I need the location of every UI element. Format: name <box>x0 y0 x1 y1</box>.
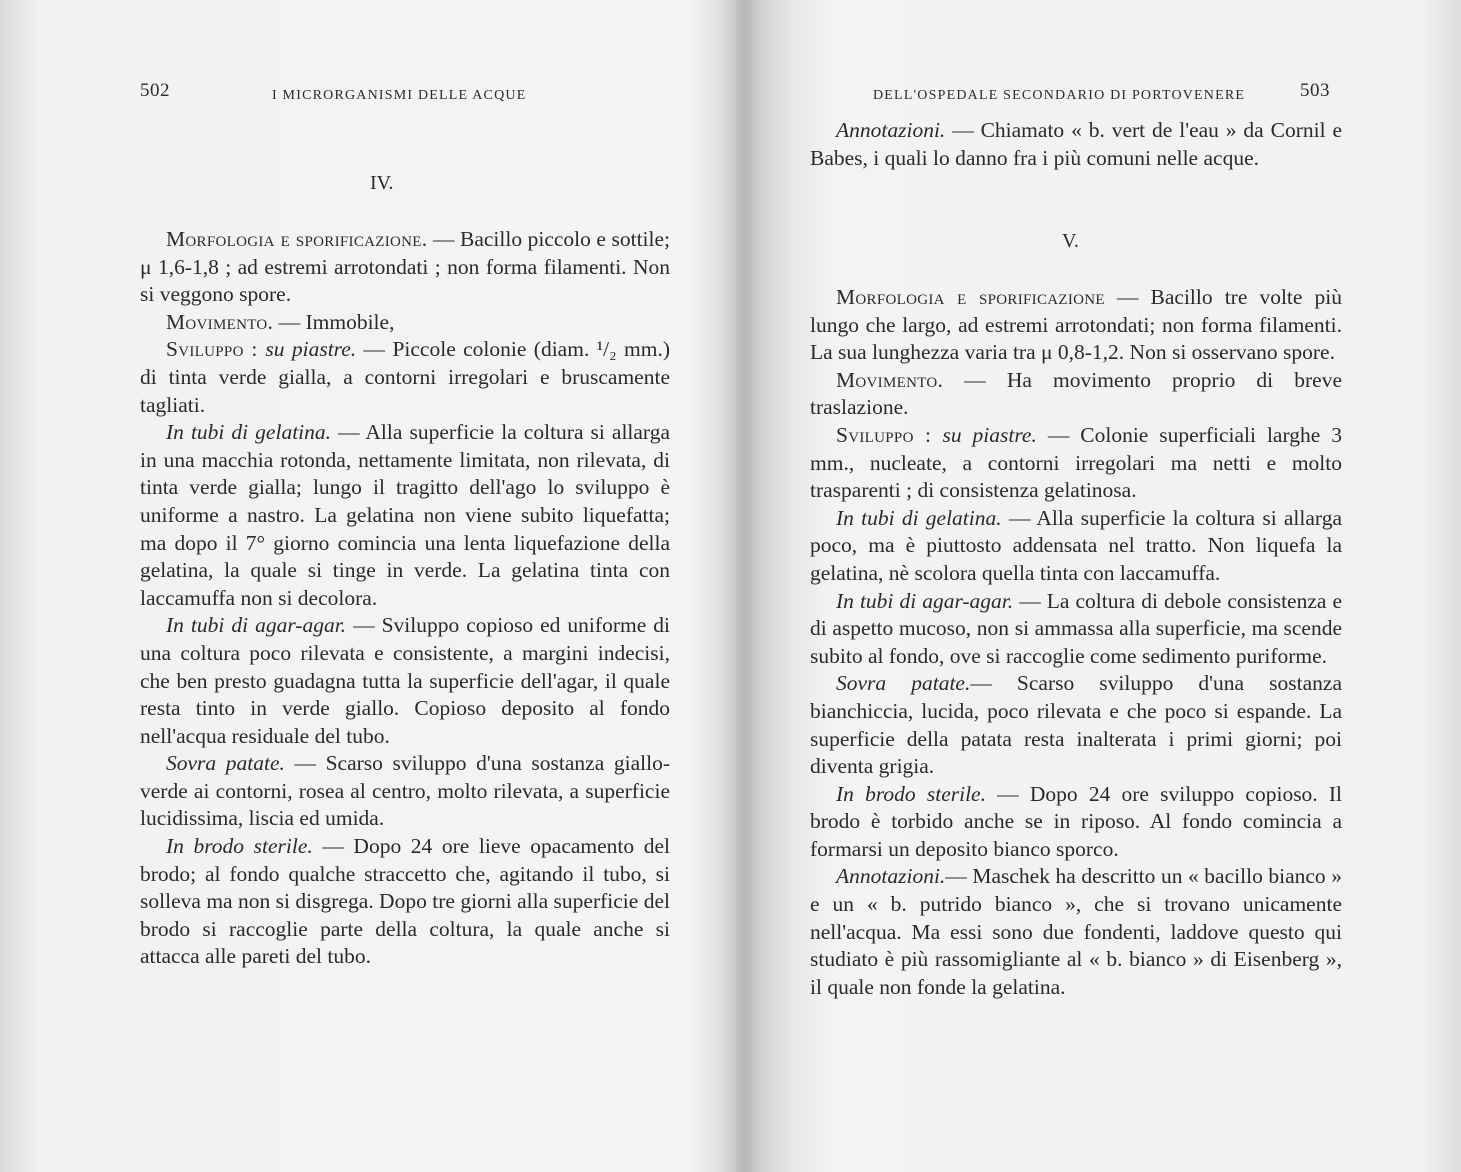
paragraph-heading: In tubi di gelatina. <box>836 505 1002 530</box>
right-body-text <box>810 284 1342 1001</box>
paragraph <box>140 612 670 750</box>
paragraph-heading: Movimento. <box>836 367 944 392</box>
paragraph-heading: Sviluppo : <box>166 337 266 362</box>
paragraph-text: — Scarso sviluppo d'una sostanza bianchiccia, lucida, poco rilevata e che poco si espande. La superficie della patata resta inalterata i primi giorni; poi diventa grigia. <box>810 671 1342 779</box>
paragraph-heading: In tubi di agar-agar. <box>166 613 347 638</box>
right-page-number: 503 <box>1300 80 1330 101</box>
paragraph <box>810 117 1342 172</box>
paragraph-text: — Dopo 24 ore lieve opacamento del brodo; al fondo qualche straccetto che, agitando il tubo, si solleva ma non si disgrega. Dopo tre giorni alla superficie del brodo si raccoglie parte della coltura, la quale anche si attacca alle pareti del tubo. <box>140 834 670 969</box>
paragraph-text: — Maschek ha descritto un « bacillo bianco » e un « b. putrido bianco », che si trovano unicamente nell'acqua. Ma essi sono due fondenti, laddove questo qui studiato è più rassomigliante al « b. bianco » di Eisenberg », il quale non fonde la gelatina. <box>810 864 1342 999</box>
paragraph <box>140 226 670 309</box>
left-section-number: IV. <box>370 172 394 194</box>
paragraph-heading: In tubi di agar-agar. <box>836 588 1014 613</box>
paragraph-text: — Alla superficie la coltura si allarga poco, ma è piuttosto addensata nel tratto. Non liquefa la gelatina, nè scolora quella tinta con laccamuffa. <box>810 505 1342 585</box>
paragraph <box>810 781 1342 864</box>
right-section-number: V. <box>1062 230 1079 252</box>
paragraph-text: — Piccole colonie (diam. ¹/₂ mm.) di tinta verde gialla, a contorni irregolari e bruscamente tagliati. <box>140 337 670 417</box>
left-body-text <box>140 226 670 971</box>
paragraph <box>810 284 1342 367</box>
paragraph-heading: Sovra patate. <box>166 751 285 776</box>
paragraph-heading: Annotazioni. <box>836 864 946 889</box>
paragraph-text: — Bacillo tre volte più lungo che largo, ad estremi arrotondati; non forma filamenti. La sua lunghezza varia tra μ 0,8-1,2. Non si osservano spore. <box>810 285 1342 365</box>
paragraph-text: — Sviluppo copioso ed uniforme di una coltura poco rilevata e consistente, a margini indecisi, che ben presto guadagna tutta la superficie dell'agar, il quale resta tinto in verde giallo. Copioso deposito al fondo nell'acqua residuale del tubo. <box>140 613 670 748</box>
paragraph-heading: In tubi di gelatina. <box>166 420 332 445</box>
paragraph <box>140 309 670 337</box>
left-running-head: I MICRORGANISMI DELLE ACQUE <box>272 88 527 103</box>
paragraph-text: — Alla superficie la coltura si allarga in una macchia rotonda, nettamente limitata, non rilevata, di tinta verde gialla; lungo il tragitto dell'ago lo sviluppo è uniforme a nastro. La gelatina non viene subito liquefatta; ma dopo il 7° giorno comincia una lenta liquefazione della gelatina, la quale si tinge in verde. La gelatina tinta con laccamuffa non si decolora. <box>140 420 670 610</box>
paragraph <box>810 505 1342 588</box>
left-page-number: 502 <box>140 80 170 101</box>
paragraph <box>140 419 670 612</box>
paragraph-text: — Chiamato « b. vert de l'eau » da Cornil e Babes, i quali lo danno fra i più comuni nelle acque. <box>810 118 1342 170</box>
paragraph-subheading: su piastre. <box>265 337 357 362</box>
paragraph <box>810 422 1342 505</box>
paragraph <box>810 367 1342 422</box>
paragraph <box>810 670 1342 780</box>
paragraph-heading: Morfologia e sporificazione <box>836 285 1105 309</box>
paragraph-heading: Movimento. <box>166 309 274 334</box>
paragraph-subheading: su piastre. <box>942 422 1037 447</box>
paragraph-text: — La coltura di debole consistenza e di aspetto mucoso, non si ammassa alla superficie, ma scende subito al fondo, ove si raccoglie come sedimento puriforme. <box>810 588 1343 668</box>
paragraph <box>140 833 670 971</box>
paragraph-text: — Scarso sviluppo d'una sostanza giallo-verde ai contorni, rosea al centro, molto rilevata, a superficie lucidissima, liscia ed umida. <box>140 751 670 831</box>
right-running-head: DELL'OSPEDALE SECONDARIO DI PORTOVENERE <box>873 88 1246 103</box>
paragraph <box>140 750 670 833</box>
paragraph <box>140 336 670 419</box>
paragraph-text: — Bacillo piccolo e sottile; μ 1,6-1,8 ; ad estremi arrotondati ; non forma filamenti. Non si veggono spore. <box>140 227 671 307</box>
paragraph <box>810 863 1342 1001</box>
right-page <box>735 0 1461 1172</box>
paragraph-text: — Immobile, <box>273 309 395 334</box>
paragraph-heading: Annotazioni. <box>836 118 946 142</box>
paragraph-text: — Ha movimento proprio di breve traslazione. <box>810 367 1342 420</box>
paragraph-heading: Sovra patate. <box>836 671 971 696</box>
paragraph-heading: In brodo sterile. <box>836 781 986 806</box>
paragraph-text: — Colonie superficiali larghe 3 mm., nucleate, a contorni irregolari ma netti e molto trasparenti ; di consistenza gelatinosa. <box>810 422 1342 503</box>
right-intro-text <box>810 117 1342 172</box>
paragraph-heading: In brodo sterile. <box>166 834 313 859</box>
paragraph-heading: Morfologia e sporificazione. <box>166 227 428 251</box>
paragraph <box>810 588 1342 671</box>
paragraph-heading: Sviluppo : <box>836 422 943 447</box>
paragraph-text: — Dopo 24 ore sviluppo copioso. Il brodo è torbido anche se in riposo. Al fondo comincia a formarsi un deposito bianco sporco. <box>810 781 1343 861</box>
